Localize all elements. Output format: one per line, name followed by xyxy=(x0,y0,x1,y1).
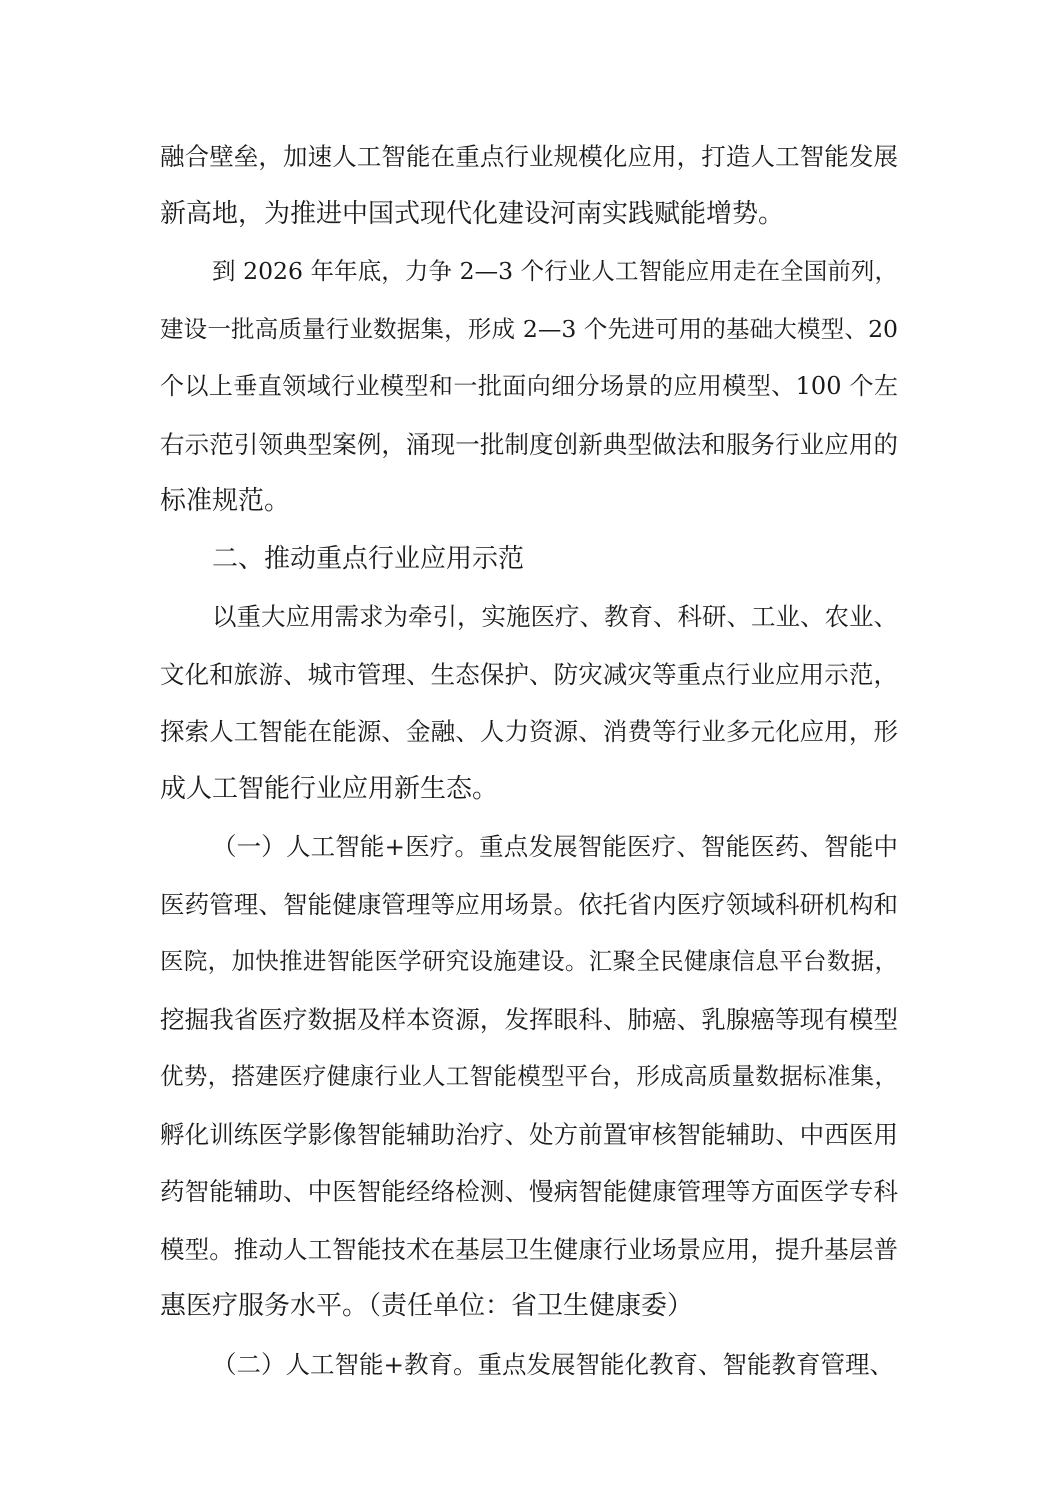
text-line: 以重大应用需求为牵引，实施医疗、教育、科研、工业、农业、 xyxy=(212,602,898,631)
text-line: 挖掘我省医疗数据及样本资源，发挥眼科、肺癌、乳腺癌等现有模型 xyxy=(160,1004,898,1034)
text-line: 医院，加快推进智能医学研究设施建设。汇聚全民健康信息平台数据， xyxy=(160,947,898,975)
text-line: 新高地，为推进中国式现代化建设河南实践赋能增势。 xyxy=(160,198,785,229)
text-line: 到 2026 年年底，力争 2—3 个行业人工智能应用走在全国前列， xyxy=(212,257,898,285)
text-line: 药智能辅助、中医智能经络检测、慢病智能健康管理等方面医学专科 xyxy=(160,1177,898,1206)
text-line: 右示范引领典型案例，涌现一批制度创新典型做法和服务行业应用的 xyxy=(160,429,898,459)
text-line: 优势，搭建医疗健康行业人工智能模型平台，形成高质量数据标准集， xyxy=(160,1062,898,1090)
text-line: 建设一批高质量行业数据集，形成 2—3 个先进可用的基础大模型、20 xyxy=(160,314,898,343)
text-line: 探索人工智能在能源、金融、人力资源、消费等行业多元化应用，形 xyxy=(160,717,898,746)
text-line: 个以上垂直领域行业模型和一批面向细分场景的应用模型、100 个左 xyxy=(160,372,898,400)
text-line: 孵化训练医学影像智能辅助治疗、处方前置审核智能辅助、中西医用 xyxy=(160,1119,898,1149)
text-line: 成人工智能行业应用新生态。 xyxy=(160,773,499,804)
text-line: 融合壁垒，加速人工智能在重点行业规模化应用，打造人工智能发展 xyxy=(160,142,898,171)
text-line: 惠医疗服务水平。（责任单位：省卫生健康委） xyxy=(160,1291,694,1321)
text-line: 标准规范。 xyxy=(160,486,291,516)
text-line: 文化和旅游、城市管理、生态保护、防灾减灾等重点行业应用示范， xyxy=(160,659,898,689)
text-line: 医药管理、智能健康管理等应用场景。依托省内医疗领域科研机构和 xyxy=(160,889,898,919)
text-line: （一）人工智能+医疗。重点发展智能医疗、智能医药、智能中 xyxy=(212,832,898,861)
text-line: 模型。推动人工智能技术在基层卫生健康行业场景应用，提升基层普 xyxy=(160,1234,898,1264)
text-line: （二）人工智能+教育。重点发展智能化教育、智能教育管理、 xyxy=(212,1349,895,1379)
section-heading: 二、推动重点行业应用示范 xyxy=(212,543,525,574)
document-body xyxy=(160,128,898,1393)
